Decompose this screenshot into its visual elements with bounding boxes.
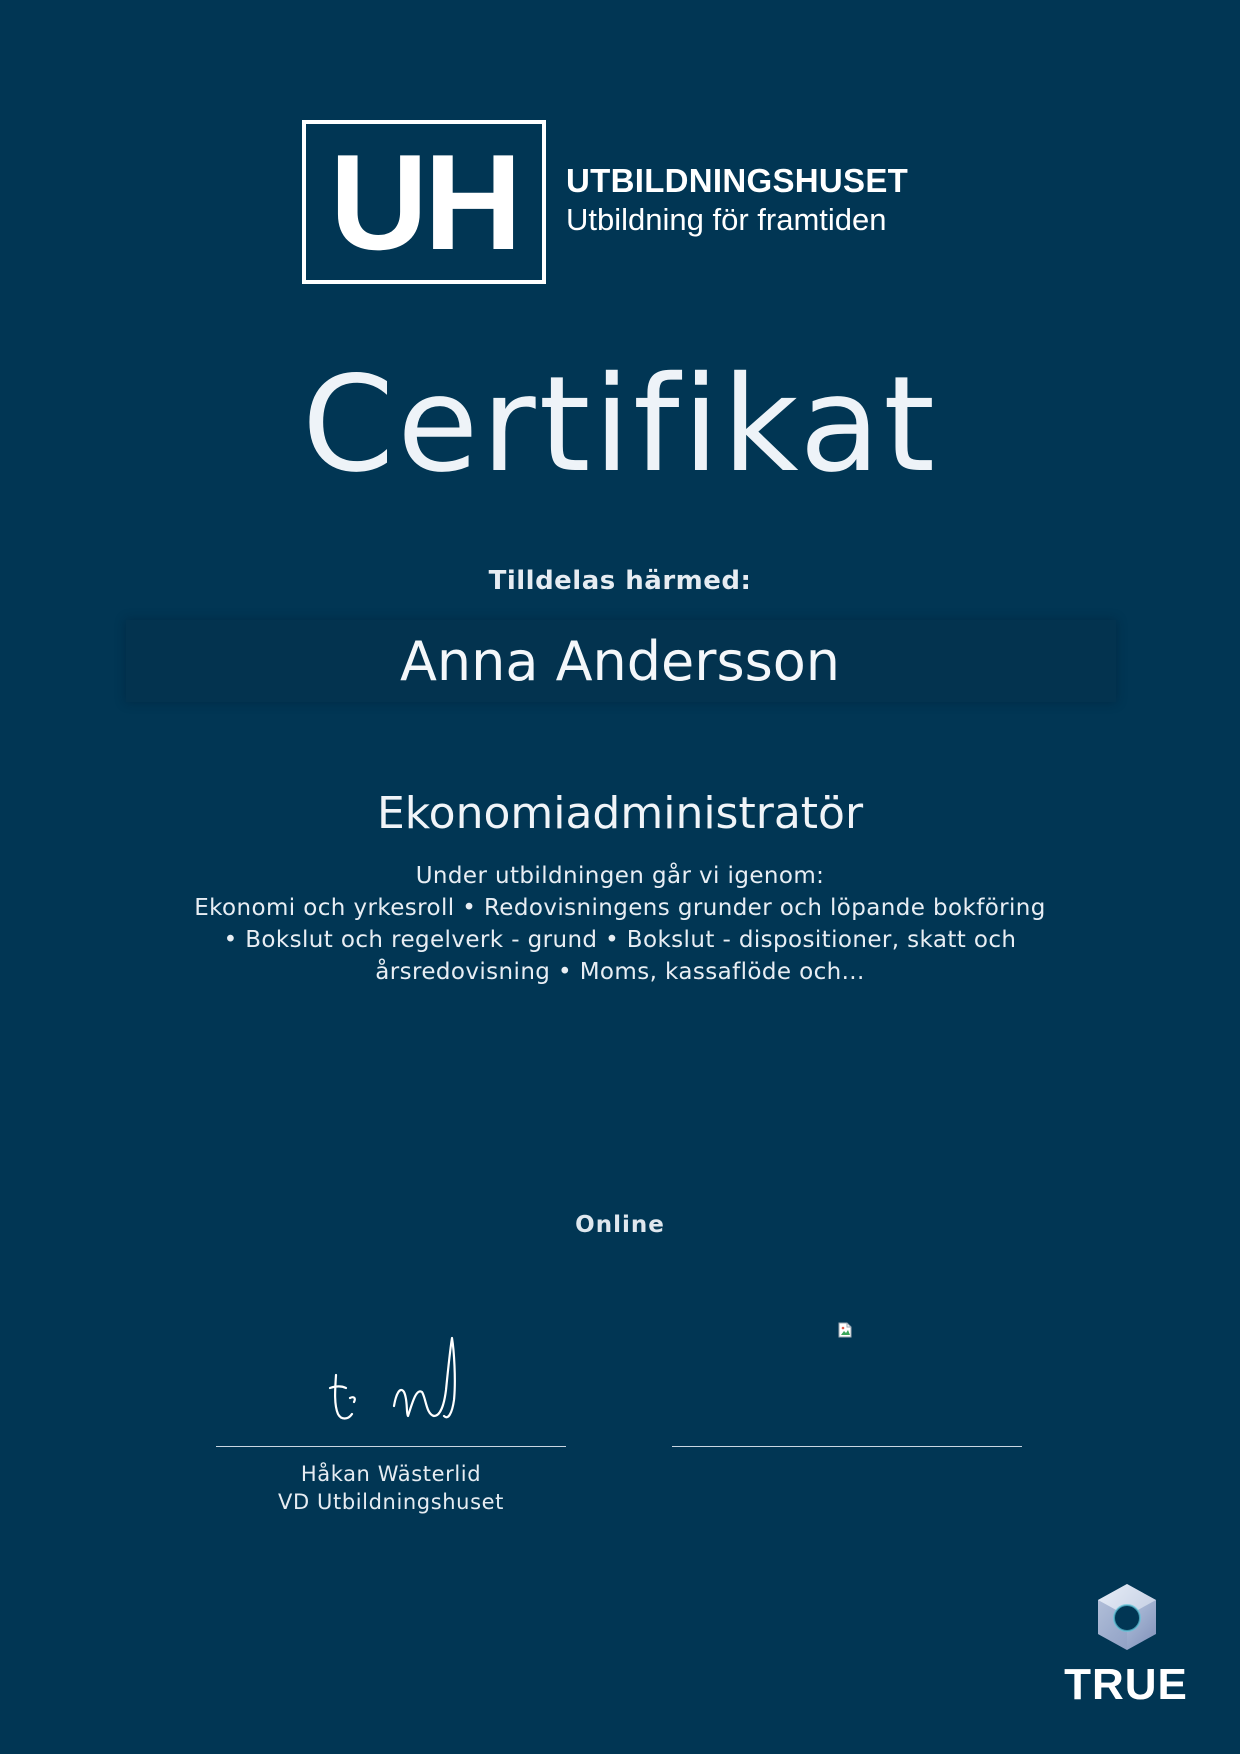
logo-tagline: Utbildning för framtiden: [566, 202, 887, 237]
awarded-label: Tilldelas härmed:: [488, 566, 752, 596]
description-line: Ekonomi och yrkesroll • Redovisningens grunder och löpande bokföring: [194, 895, 1046, 921]
course-description: [160, 860, 1080, 988]
signature-line: [672, 1446, 1022, 1447]
description-line: Under utbildningen går vi igenom:: [415, 863, 825, 889]
certificate-title: Certifikat: [302, 348, 938, 502]
signatory-title: VD Utbildningshuset: [278, 1490, 504, 1514]
logo-letters: UH: [329, 126, 519, 278]
recipient-name: Anna Andersson: [399, 630, 841, 693]
signature-block-right: [672, 1322, 1022, 1452]
true-wordmark: TRUE: [1064, 1660, 1188, 1709]
handwritten-signature: [316, 1330, 486, 1430]
course-title: Ekonomiadministratör: [376, 788, 864, 839]
broken-image-icon: [838, 1322, 852, 1338]
logo-name: UTBILDNINGSHUSET: [566, 162, 909, 199]
true-logo: [1056, 1582, 1196, 1712]
description-line: årsredovisning • Moms, kassaflöde och...: [375, 959, 865, 985]
signature-line: [216, 1446, 566, 1447]
logo-box: [302, 120, 546, 284]
signatory-name: Håkan Wästerlid: [300, 1462, 482, 1486]
signature-block-left: [216, 1330, 566, 1514]
description-line: • Bokslut och regelverk - grund • Bokslut - dispositioner, skatt och: [223, 927, 1017, 953]
utbildningshuset-logo: [302, 120, 932, 284]
hexagon-icon: [1092, 1582, 1162, 1652]
location-label: Online: [575, 1212, 665, 1238]
